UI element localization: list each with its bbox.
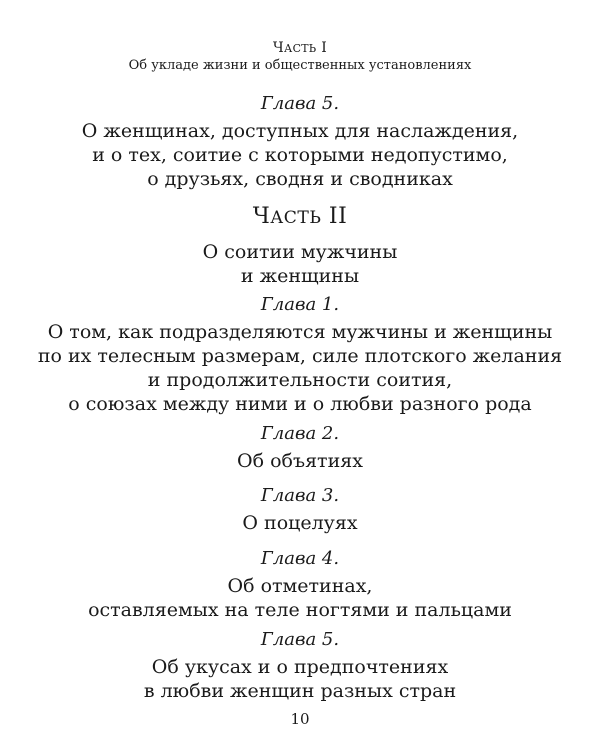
chapter-title-line: о друзьях, сводня и сводниках (147, 168, 453, 190)
toc-entry-part1-chapter5 (0, 93, 600, 191)
part-title-line: О соитии мужчины (202, 241, 398, 263)
part-heading-number: II (328, 204, 348, 229)
part-heading-rest: АСТЬ (270, 208, 322, 228)
page-number: 10 (290, 710, 310, 728)
part-heading (0, 203, 600, 232)
part-heading-rest: АСТЬ (284, 42, 317, 55)
part-title-line: и женщины (240, 265, 360, 287)
part2-heading-block (0, 203, 600, 288)
chapter-title-line: Об отметинах, (227, 575, 373, 597)
chapter-title (0, 511, 600, 535)
chapter-title-line: оставляемых на теле ногтями и пальцами (88, 599, 512, 621)
toc-entry-part2-chapter3 (0, 485, 600, 535)
chapter-title (0, 574, 600, 622)
chapter-label: Глава 4. (260, 548, 340, 569)
part-heading-number: I (321, 40, 328, 56)
chapter-title-line: Об укусах и о предпочтениях (151, 656, 449, 678)
chapter-title-line: о союзах между ними и о любви разного рода (68, 393, 532, 415)
running-header-subtitle: Об укладе жизни и общественных установлениях (128, 58, 472, 73)
toc-entry-part2-chapter5 (0, 629, 600, 703)
chapter-title-line: О поцелуях (242, 512, 358, 534)
chapter-title-line: по их телесным размерам, силе плотского желания (37, 345, 563, 367)
chapter-title-line: Об объятиях (237, 450, 363, 472)
toc-entry-part2-chapter4 (0, 548, 600, 622)
chapter-label: Глава 2. (260, 423, 340, 444)
chapter-title-line: и о тех, соитие с которыми недопустимо, (92, 144, 508, 166)
chapter-title-line: и продолжительности соития, (147, 369, 453, 391)
chapter-label: Глава 5. (260, 93, 340, 114)
part-heading-initial: Ч (252, 204, 271, 229)
chapter-label: Глава 1. (260, 294, 340, 315)
chapter-title-line: в любви женщин разных стран (143, 680, 457, 702)
toc-entry-part2-chapter1 (0, 294, 600, 416)
part-title (0, 240, 600, 288)
chapter-title (0, 655, 600, 703)
running-header-part (0, 39, 600, 58)
part-heading-initial: Ч (272, 40, 285, 56)
chapter-label: Глава 5. (260, 629, 340, 650)
chapter-title (0, 449, 600, 473)
chapter-label: Глава 3. (260, 485, 340, 506)
chapter-title-line: О женщинах, доступных для наслаждения, (81, 120, 519, 142)
chapter-title (0, 320, 600, 416)
chapter-title (0, 119, 600, 191)
chapter-title-line: О том, как подразделяются мужчины и женщины (47, 321, 553, 343)
toc-entry-part2-chapter2 (0, 423, 600, 473)
